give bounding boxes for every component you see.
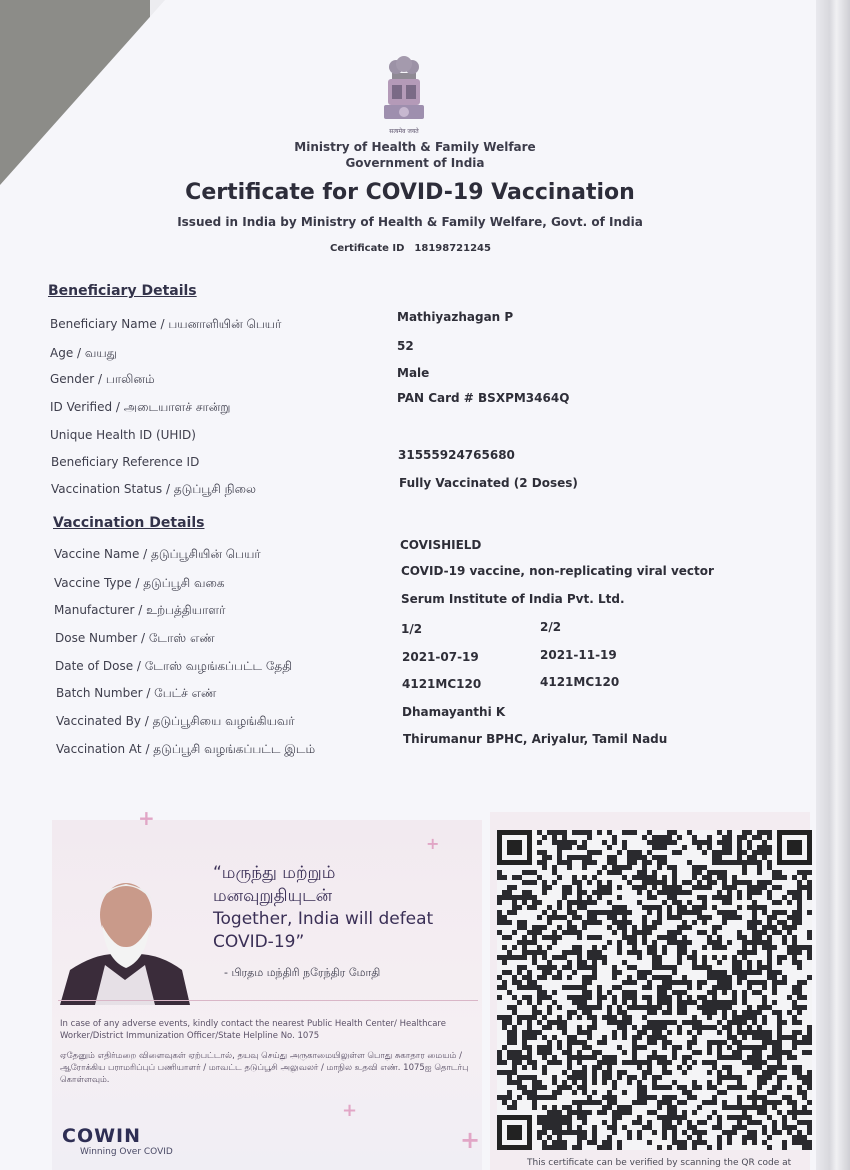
quote-tamil-line-1: “மருந்து மற்றும் bbox=[213, 863, 336, 883]
vaccine-type-value: COVID-19 vaccine, non-replicating viral vector bbox=[401, 564, 714, 578]
reference-id-label: Beneficiary Reference ID bbox=[51, 455, 200, 469]
vaccinated-by-label: Vaccinated By / தடுப்பூசியை வழங்கியவர் bbox=[56, 714, 295, 728]
gender-value: Male bbox=[397, 366, 430, 380]
banner-divider bbox=[58, 1000, 478, 1001]
state-emblem-icon bbox=[378, 55, 430, 139]
ministry-name: Ministry of Health & Family Welfare bbox=[294, 140, 536, 154]
prime-minister-photo bbox=[60, 870, 190, 1005]
decor-plus-icon: + bbox=[138, 806, 155, 830]
certificate-id bbox=[330, 243, 491, 254]
certificate-id-label: Certificate ID bbox=[330, 243, 405, 254]
certificate-id-value: 18198721245 bbox=[414, 243, 491, 254]
manufacturer-label: Manufacturer / உற்பத்தியாளர் bbox=[54, 603, 226, 617]
decor-plus-icon: + bbox=[426, 834, 440, 853]
vaccination-at-value: Thirumanur BPHC, Ariyalur, Tamil Nadu bbox=[403, 732, 668, 746]
reference-id-value: 31555924765680 bbox=[398, 448, 515, 462]
quote-english-line-1: Together, India will defeat bbox=[213, 909, 434, 929]
beneficiary-name-label: Beneficiary Name / பயனாளியின் பெயர் bbox=[50, 317, 282, 331]
dose-date-value-1: 2021-07-19 bbox=[402, 650, 479, 664]
vaccine-name-value: COVISHIELD bbox=[400, 538, 482, 552]
adverse-event-notice-ta: ஏதேனும் எதிர்மறை விளைவுகள் ஏற்பட்டால், தயவு செய்து அருகாமையிலுள்ள பொது சுகாதார மையம் / ஆரோக்கிய பராமரிப்புப் பணியாளர் / மாவட்ட தடுப்பூசி அலுவலர் / மாநில உதவி எண். 1075ஐ தொடர்பு கொள்ளவும். bbox=[60, 1051, 469, 1085]
id-verified-label: ID Verified / அடையாளச் சான்று bbox=[50, 400, 231, 414]
vaccination-status-label: Vaccination Status / தடுப்பூசி நிலை bbox=[51, 482, 256, 496]
decor-plus-icon: + bbox=[460, 1126, 481, 1154]
batch-number-label: Batch Number / பேட்ச் எண் bbox=[56, 686, 217, 700]
dose-number-value-2: 2/2 bbox=[540, 620, 562, 634]
qr-code-icon bbox=[497, 830, 812, 1150]
vaccination-status-value: Fully Vaccinated (2 Doses) bbox=[399, 476, 578, 490]
batch-number-value-2: 4121MC120 bbox=[540, 675, 620, 689]
id-verified-value: PAN Card # BSXPM3464Q bbox=[397, 391, 570, 405]
age-value: 52 bbox=[397, 339, 414, 353]
uhid-label: Unique Health ID (UHID) bbox=[50, 428, 196, 442]
decor-plus-icon: + bbox=[342, 1100, 358, 1121]
dose-date-value-2: 2021-11-19 bbox=[540, 648, 617, 662]
pm-quote bbox=[213, 862, 463, 954]
verify-note: This certificate can be verified by scanning the QR code at bbox=[527, 1158, 792, 1168]
batch-number-value-1: 4121MC120 bbox=[402, 677, 482, 691]
quote-english-line-2: COVID-19” bbox=[213, 932, 305, 952]
quote-tamil-line-2: மனவுறுதியுடன் bbox=[213, 886, 333, 906]
vaccinated-by-value: Dhamayanthi K bbox=[402, 705, 506, 719]
cowin-logo: COWIN bbox=[62, 1125, 142, 1147]
vaccine-name-label: Vaccine Name / தடுப்பூசியின் பெயர் bbox=[54, 547, 261, 561]
manufacturer-value: Serum Institute of India Pvt. Ltd. bbox=[401, 592, 625, 606]
quote-attribution: - பிரதம மந்திரி நரேந்திர மோதி bbox=[224, 966, 381, 979]
dose-number-label: Dose Number / டோஸ் எண் bbox=[55, 631, 215, 645]
dose-number-value-1: 1/2 bbox=[401, 622, 423, 636]
beneficiary-name-value: Mathiyazhagan P bbox=[397, 310, 514, 324]
page-title: Certificate for COVID-19 Vaccination bbox=[185, 180, 635, 205]
vaccine-type-label: Vaccine Type / தடுப்பூசி வகை bbox=[54, 576, 225, 590]
issued-by: Issued in India by Ministry of Health & Family Welfare, Govt. of India bbox=[177, 215, 643, 229]
age-label: Age / வயது bbox=[50, 346, 118, 360]
beneficiary-heading: Beneficiary Details bbox=[48, 283, 197, 299]
dose-date-label: Date of Dose / டோஸ் வழங்கப்பட்ட தேதி bbox=[55, 659, 293, 673]
vaccination-at-label: Vaccination At / தடுப்பூசி வழங்கப்பட்ட இடம் bbox=[56, 742, 316, 756]
vaccination-heading: Vaccination Details bbox=[53, 515, 205, 531]
gender-label: Gender / பாலினம் bbox=[50, 372, 155, 386]
cowin-tagline: Winning Over COVID bbox=[80, 1147, 173, 1157]
adverse-event-notice-en: In case of any adverse events, kindly contact the nearest Public Health Center/ Healthcare Worker/District Immunization Officer/State Helpline No. 1075 bbox=[60, 1019, 446, 1041]
emblem-motto: सत्यमेव जयते bbox=[389, 128, 419, 135]
government-name: Government of India bbox=[345, 156, 485, 170]
page-edge bbox=[816, 0, 850, 1170]
